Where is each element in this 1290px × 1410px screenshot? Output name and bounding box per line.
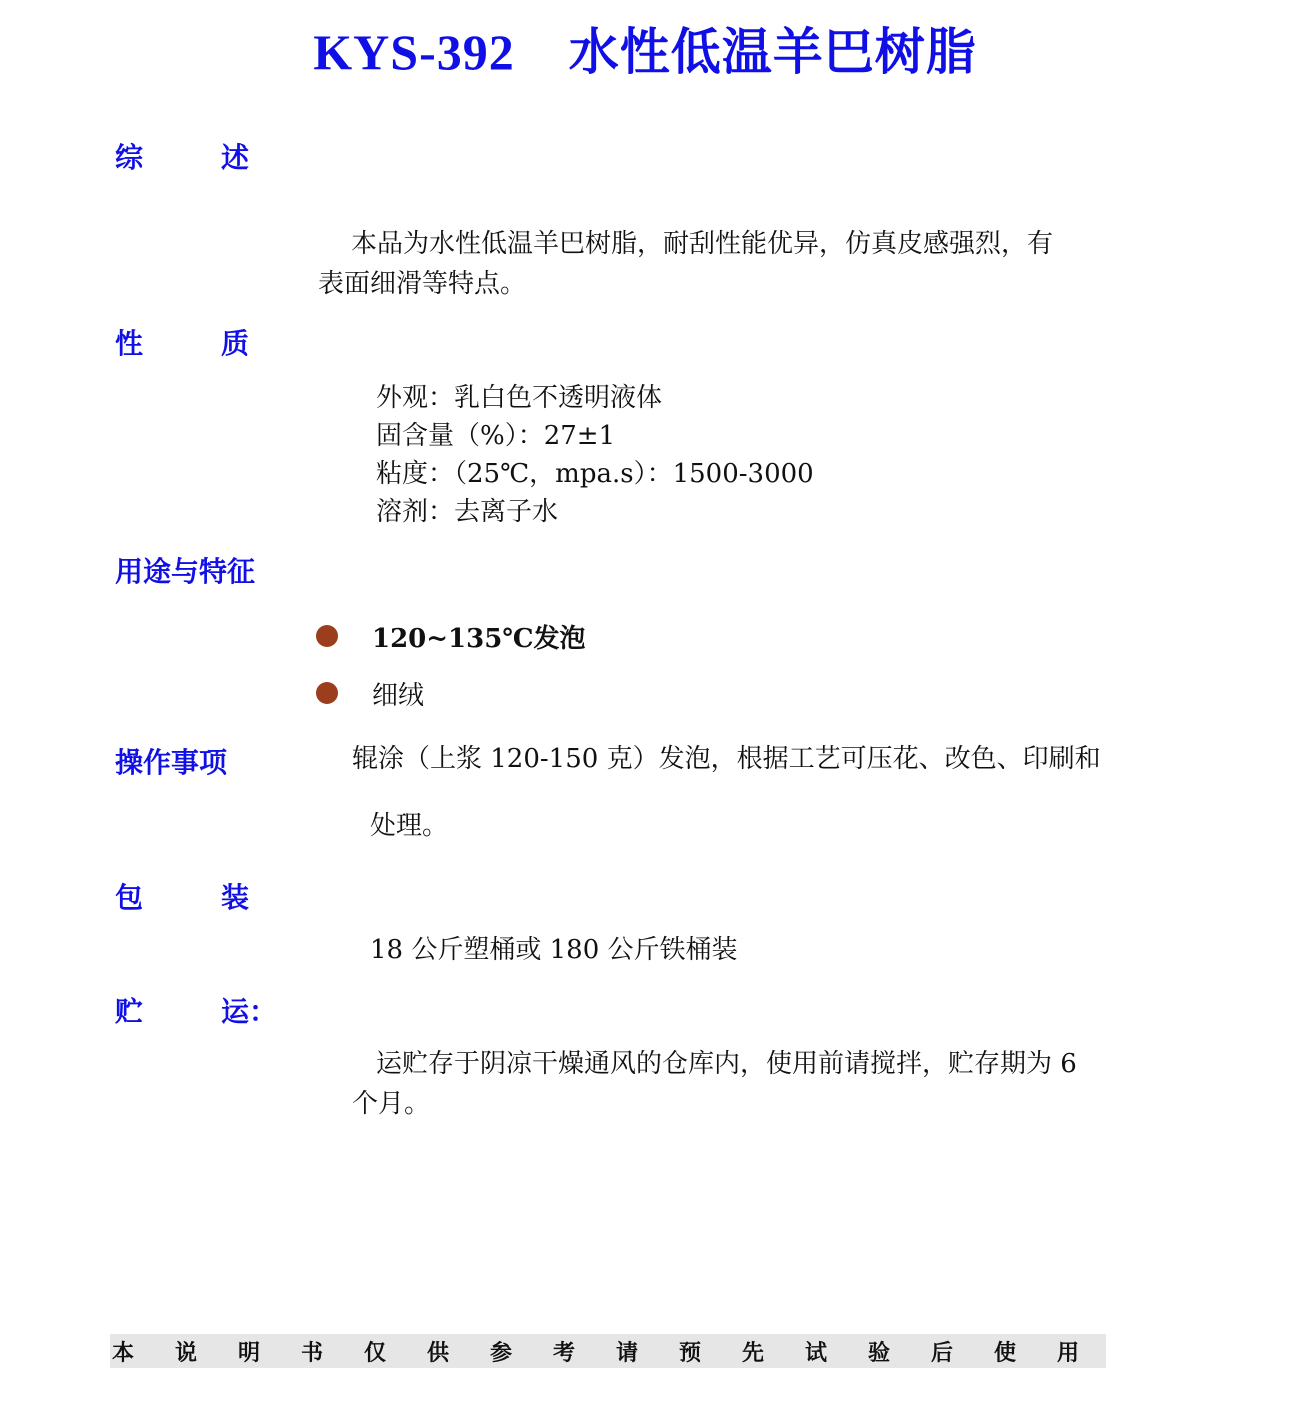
- document-title: KYS-392 水性低温羊巴树脂: [313, 24, 977, 80]
- heading-storage: 贮 运：: [115, 995, 277, 1028]
- property-solvent: 溶剂：去离子水: [376, 497, 559, 527]
- bullet-text: 120~135℃发泡: [372, 623, 586, 654]
- property-viscosity: 粘度：（25℃，mpa.s）：1500-3000: [376, 459, 814, 489]
- property-appearance: 外观：乳白色不透明液体: [376, 383, 663, 413]
- heading-overview: 综 述: [115, 141, 249, 174]
- packaging-text: 18 公斤塑桶或 180 公斤铁桶装: [370, 935, 738, 965]
- overview-line: 表面细滑等特点。: [318, 269, 527, 299]
- heading-operation: 操作事项: [115, 746, 228, 779]
- heading-uses: 用途与特征: [115, 555, 256, 588]
- overview-paragraph: [318, 224, 1053, 304]
- operation-line: 处理。: [370, 811, 449, 841]
- storage-line: 个月。: [352, 1089, 431, 1119]
- bullet-text: 细绒: [372, 680, 425, 711]
- operation-line: 辊涂（上浆 120-150 克）发泡，根据工艺可压花、改色、印刷和: [352, 744, 1101, 774]
- heading-properties: 性 质: [115, 327, 249, 360]
- bullet-dot-icon: [316, 625, 338, 647]
- use-bullet-item: [316, 673, 424, 713]
- heading-packaging: 包 装: [115, 881, 249, 914]
- use-bullet-item: [316, 616, 586, 656]
- footer-disclaimer-bar: [110, 1334, 1121, 1368]
- overview-line: 本品为水性低温羊巴树脂，耐刮性能优异，仿真皮感强烈，有: [318, 229, 1054, 259]
- bullet-dot-icon: [316, 682, 338, 704]
- properties-list: [376, 379, 814, 531]
- storage-line: 运贮存于阴凉干燥通风的仓库内，使用前请搅拌，贮存期为 6: [376, 1049, 1077, 1079]
- footer-disclaimer: 本说明书仅供参考请预先试验后使用: [112, 1340, 1121, 1366]
- property-solid-content: 固含量（%）：27±1: [376, 421, 616, 451]
